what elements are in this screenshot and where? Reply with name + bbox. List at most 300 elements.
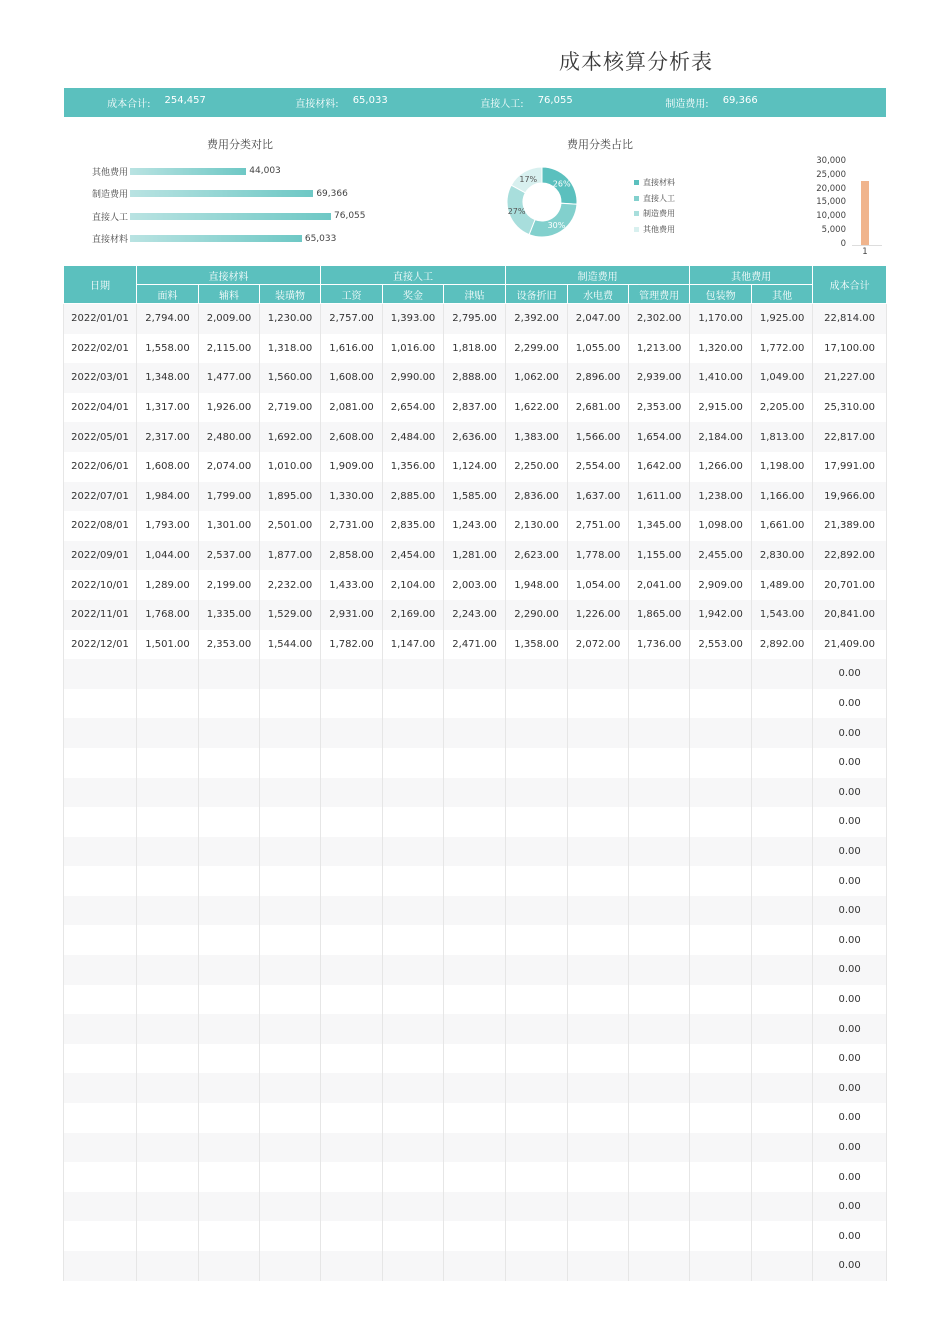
cell-value: 1,925.00 xyxy=(752,304,813,334)
cell-empty xyxy=(690,659,752,689)
cell-value: 1,768.00 xyxy=(137,600,199,630)
bar-row xyxy=(64,165,281,177)
cell-empty xyxy=(752,1044,813,1074)
table-row xyxy=(64,304,887,334)
cell-empty xyxy=(629,985,690,1015)
cell-value: 1,147.00 xyxy=(383,630,444,660)
cell-empty xyxy=(506,1073,568,1103)
cell-empty xyxy=(64,985,137,1015)
table-row xyxy=(64,541,887,571)
cell-empty xyxy=(383,985,444,1015)
cell-empty xyxy=(444,837,506,867)
table-row xyxy=(64,482,887,512)
cell-empty xyxy=(568,778,629,808)
cell-value: 1,330.00 xyxy=(321,482,383,512)
cell-empty xyxy=(64,866,137,896)
cell-value: 1,926.00 xyxy=(199,393,260,423)
cell-total: 17,991.00 xyxy=(813,452,887,482)
cell-total: 25,310.00 xyxy=(813,393,887,423)
cell-empty xyxy=(260,1221,321,1251)
cell-value: 1,622.00 xyxy=(506,393,568,423)
cell-empty xyxy=(568,1044,629,1074)
cell-value: 2,199.00 xyxy=(199,570,260,600)
cell-empty xyxy=(690,866,752,896)
cell-empty xyxy=(321,1044,383,1074)
cell-value: 1,818.00 xyxy=(444,334,506,364)
cell-empty xyxy=(629,1251,690,1281)
cell-empty xyxy=(629,866,690,896)
cell-value: 1,616.00 xyxy=(321,334,383,364)
cell-empty xyxy=(568,896,629,926)
cell-value: 2,243.00 xyxy=(444,600,506,630)
cell-value: 2,909.00 xyxy=(690,570,752,600)
cell-date: 2022/11/01 xyxy=(64,600,137,630)
bar-category-label: 直接材料 xyxy=(91,235,128,245)
cell-empty xyxy=(260,837,321,867)
header-sub: 工资 xyxy=(321,285,383,304)
header-sub: 包装物 xyxy=(690,285,752,304)
cell-empty xyxy=(260,985,321,1015)
cell-empty xyxy=(260,718,321,748)
cell-empty xyxy=(383,659,444,689)
cell-empty xyxy=(568,985,629,1015)
cell-empty xyxy=(64,1044,137,1074)
cell-empty xyxy=(260,778,321,808)
cell-empty xyxy=(321,866,383,896)
cell-empty xyxy=(260,955,321,985)
cell-empty xyxy=(199,1014,260,1044)
cell-value: 2,554.00 xyxy=(568,452,629,482)
cell-date: 2022/05/01 xyxy=(64,422,137,452)
cell-value: 2,081.00 xyxy=(321,393,383,423)
cell-date: 2022/09/01 xyxy=(64,541,137,571)
cell-empty xyxy=(690,1073,752,1103)
cell-date: 2022/12/01 xyxy=(64,630,137,660)
cell-empty xyxy=(752,896,813,926)
cell-value: 1,501.00 xyxy=(137,630,199,660)
cell-empty xyxy=(690,925,752,955)
mini-y-tick: 0 xyxy=(840,238,846,249)
cell-value: 2,795.00 xyxy=(444,304,506,334)
cell-value: 2,794.00 xyxy=(137,304,199,334)
header-group: 直接材料 xyxy=(137,266,321,285)
cell-total: 20,701.00 xyxy=(813,570,887,600)
cell-value: 1,166.00 xyxy=(752,482,813,512)
cell-value: 2,654.00 xyxy=(383,393,444,423)
cell-empty xyxy=(629,748,690,778)
cell-empty xyxy=(690,1044,752,1074)
cell-empty xyxy=(690,1133,752,1163)
cell-value: 1,877.00 xyxy=(260,541,321,571)
cell-value: 2,205.00 xyxy=(752,393,813,423)
bar-mark xyxy=(130,235,302,242)
cell-total: 0.00 xyxy=(813,1103,887,1133)
bar-category-label: 其他费用 xyxy=(91,167,128,178)
cell-total: 0.00 xyxy=(813,985,887,1015)
cell-empty xyxy=(444,807,506,837)
cell-value: 2,130.00 xyxy=(506,511,568,541)
cell-value: 1,543.00 xyxy=(752,600,813,630)
cell-value: 1,356.00 xyxy=(383,452,444,482)
cell-date: 2022/04/01 xyxy=(64,393,137,423)
cell-value: 1,544.00 xyxy=(260,630,321,660)
cell-value: 1,560.00 xyxy=(260,363,321,393)
cell-empty xyxy=(690,896,752,926)
cell-empty xyxy=(199,807,260,837)
cell-empty xyxy=(752,1103,813,1133)
cell-empty xyxy=(444,778,506,808)
cell-empty xyxy=(321,718,383,748)
table-row xyxy=(64,452,887,482)
cell-value: 2,751.00 xyxy=(568,511,629,541)
cell-empty xyxy=(506,748,568,778)
cell-value: 1,558.00 xyxy=(137,334,199,364)
cost-table xyxy=(63,265,887,1281)
cell-total: 21,409.00 xyxy=(813,630,887,660)
cell-value: 1,611.00 xyxy=(629,482,690,512)
cell-value: 2,480.00 xyxy=(199,422,260,452)
cell-empty xyxy=(629,1162,690,1192)
cell-total: 22,817.00 xyxy=(813,422,887,452)
cell-empty xyxy=(199,837,260,867)
cell-empty xyxy=(383,1044,444,1074)
header-sub: 装璜物 xyxy=(260,285,321,304)
cell-value: 1,793.00 xyxy=(137,511,199,541)
cell-empty xyxy=(321,1221,383,1251)
cell-empty xyxy=(752,1133,813,1163)
cell-empty xyxy=(321,1162,383,1192)
cell-empty xyxy=(444,896,506,926)
cell-value: 2,731.00 xyxy=(321,511,383,541)
table-row-empty xyxy=(64,718,887,748)
cell-empty xyxy=(321,955,383,985)
header-group: 制造费用 xyxy=(506,266,690,285)
table-row-empty xyxy=(64,1192,887,1222)
cell-empty xyxy=(64,1162,137,1192)
cell-empty xyxy=(260,659,321,689)
cell-value: 1,383.00 xyxy=(506,422,568,452)
cell-total: 0.00 xyxy=(813,1221,887,1251)
legend-label: 其他费用 xyxy=(643,224,675,234)
table-row xyxy=(64,334,887,364)
cell-empty xyxy=(64,689,137,719)
table-row xyxy=(64,422,887,452)
cell-empty xyxy=(752,866,813,896)
cell-empty xyxy=(137,778,199,808)
cell-value: 1,772.00 xyxy=(752,334,813,364)
mini-x-axis xyxy=(852,245,882,246)
cell-value: 2,892.00 xyxy=(752,630,813,660)
legend-item xyxy=(634,177,675,188)
cell-value: 2,835.00 xyxy=(383,511,444,541)
table-row-empty xyxy=(64,778,887,808)
mini-y-tick: 15,000 xyxy=(816,197,846,208)
cell-value: 1,230.00 xyxy=(260,304,321,334)
cell-empty xyxy=(444,748,506,778)
cell-total: 0.00 xyxy=(813,837,887,867)
table-row xyxy=(64,363,887,393)
cell-empty xyxy=(137,837,199,867)
cell-value: 1,477.00 xyxy=(199,363,260,393)
cell-value: 2,719.00 xyxy=(260,393,321,423)
cell-empty xyxy=(444,1192,506,1222)
cell-value: 2,501.00 xyxy=(260,511,321,541)
cell-empty xyxy=(506,1014,568,1044)
cell-empty xyxy=(629,1192,690,1222)
cell-empty xyxy=(690,807,752,837)
cell-empty xyxy=(629,1133,690,1163)
cell-empty xyxy=(260,1133,321,1163)
cell-total: 21,389.00 xyxy=(813,511,887,541)
cell-date: 2022/02/01 xyxy=(64,334,137,364)
bar-mark xyxy=(130,213,331,220)
cell-value: 2,455.00 xyxy=(690,541,752,571)
cell-empty xyxy=(64,925,137,955)
cell-empty xyxy=(260,1192,321,1222)
cell-empty xyxy=(506,955,568,985)
summary-manufacturing xyxy=(619,95,804,110)
bar-row xyxy=(64,233,336,245)
cell-value: 1,320.00 xyxy=(690,334,752,364)
cell-value: 2,939.00 xyxy=(629,363,690,393)
cell-total: 0.00 xyxy=(813,659,887,689)
cell-value: 1,433.00 xyxy=(321,570,383,600)
bar-row xyxy=(64,210,366,222)
donut-slice-label: 30% xyxy=(547,220,566,230)
cell-empty xyxy=(444,866,506,896)
cell-empty xyxy=(199,718,260,748)
cell-empty xyxy=(64,807,137,837)
cell-empty xyxy=(568,1073,629,1103)
bar-value-label: 65,033 xyxy=(304,233,337,244)
cell-total: 20,841.00 xyxy=(813,600,887,630)
cell-empty xyxy=(690,1103,752,1133)
cell-empty xyxy=(199,955,260,985)
cell-empty xyxy=(137,1162,199,1192)
cell-empty xyxy=(690,748,752,778)
cell-value: 2,232.00 xyxy=(260,570,321,600)
cell-value: 1,654.00 xyxy=(629,422,690,452)
bar-mark xyxy=(130,190,313,197)
cell-empty xyxy=(568,955,629,985)
cell-empty xyxy=(383,925,444,955)
cell-empty xyxy=(444,985,506,1015)
legend-item xyxy=(634,208,675,219)
cell-total: 21,227.00 xyxy=(813,363,887,393)
cell-empty xyxy=(64,718,137,748)
cell-empty xyxy=(321,925,383,955)
header-sub: 管理费用 xyxy=(629,285,690,304)
cell-empty xyxy=(690,955,752,985)
cell-value: 1,155.00 xyxy=(629,541,690,571)
table-row-empty xyxy=(64,1162,887,1192)
cell-empty xyxy=(260,1073,321,1103)
summary-direct-material xyxy=(249,95,434,110)
cell-empty xyxy=(506,659,568,689)
cell-empty xyxy=(321,807,383,837)
summary-value: 69,366 xyxy=(722,95,758,106)
cell-value: 1,054.00 xyxy=(568,570,629,600)
cell-value: 2,003.00 xyxy=(444,570,506,600)
table-row-empty xyxy=(64,1221,887,1251)
cell-empty xyxy=(629,659,690,689)
table-row xyxy=(64,600,887,630)
cell-empty xyxy=(64,955,137,985)
cell-empty xyxy=(752,778,813,808)
table-row xyxy=(64,511,887,541)
cell-empty xyxy=(383,689,444,719)
cell-empty xyxy=(568,1133,629,1163)
mini-y-tick: 30,000 xyxy=(816,156,846,166)
cell-empty xyxy=(568,659,629,689)
cell-date: 2022/03/01 xyxy=(64,363,137,393)
cell-empty xyxy=(64,837,137,867)
cell-empty xyxy=(506,896,568,926)
cell-empty xyxy=(629,1073,690,1103)
cell-total: 0.00 xyxy=(813,866,887,896)
cell-value: 2,074.00 xyxy=(199,452,260,482)
cell-value: 1,049.00 xyxy=(752,363,813,393)
cell-empty xyxy=(199,1251,260,1281)
cell-empty xyxy=(629,955,690,985)
header-sub: 设备折旧 xyxy=(506,285,568,304)
cell-empty xyxy=(444,1044,506,1074)
cell-empty xyxy=(260,1014,321,1044)
cell-empty xyxy=(629,807,690,837)
cell-value: 1,984.00 xyxy=(137,482,199,512)
legend-item xyxy=(634,193,675,204)
cell-empty xyxy=(444,1251,506,1281)
cell-empty xyxy=(137,1133,199,1163)
cell-empty xyxy=(752,718,813,748)
header-sub: 辅料 xyxy=(199,285,260,304)
cell-value: 2,471.00 xyxy=(444,630,506,660)
cell-value: 2,623.00 xyxy=(506,541,568,571)
legend-item xyxy=(634,224,675,235)
cell-total: 0.00 xyxy=(813,807,887,837)
cell-empty xyxy=(752,925,813,955)
cell-empty xyxy=(506,1251,568,1281)
cell-empty xyxy=(64,1251,137,1281)
cell-empty xyxy=(199,689,260,719)
cell-value: 2,104.00 xyxy=(383,570,444,600)
cell-total: 0.00 xyxy=(813,896,887,926)
mini-x-label: 1 xyxy=(862,246,868,257)
cell-value: 1,948.00 xyxy=(506,570,568,600)
cell-empty xyxy=(568,807,629,837)
cell-empty xyxy=(321,778,383,808)
cell-value: 1,909.00 xyxy=(321,452,383,482)
cell-empty xyxy=(383,748,444,778)
cell-value: 2,302.00 xyxy=(629,304,690,334)
cell-value: 1,799.00 xyxy=(199,482,260,512)
cell-empty xyxy=(629,837,690,867)
cell-value: 1,226.00 xyxy=(568,600,629,630)
cell-total: 0.00 xyxy=(813,955,887,985)
cell-value: 1,213.00 xyxy=(629,334,690,364)
cell-empty xyxy=(260,748,321,778)
cell-value: 1,289.00 xyxy=(137,570,199,600)
cell-empty xyxy=(321,1251,383,1281)
cell-empty xyxy=(568,837,629,867)
cell-value: 2,636.00 xyxy=(444,422,506,452)
cell-empty xyxy=(260,866,321,896)
table-row-empty xyxy=(64,837,887,867)
cell-empty xyxy=(137,1251,199,1281)
cell-empty xyxy=(444,925,506,955)
cell-total: 0.00 xyxy=(813,1014,887,1044)
cell-total: 17,100.00 xyxy=(813,334,887,364)
cell-value: 2,250.00 xyxy=(506,452,568,482)
cell-empty xyxy=(629,689,690,719)
cell-value: 1,782.00 xyxy=(321,630,383,660)
table-row xyxy=(64,570,887,600)
table-row-empty xyxy=(64,1014,887,1044)
cell-value: 1,637.00 xyxy=(568,482,629,512)
table-row-empty xyxy=(64,807,887,837)
bar-value-label: 76,055 xyxy=(334,211,366,221)
summary-label: 制造费用: xyxy=(665,99,709,110)
cell-empty xyxy=(568,925,629,955)
cell-total: 0.00 xyxy=(813,689,887,719)
cell-total: 19,966.00 xyxy=(813,482,887,512)
summary-total xyxy=(64,95,249,110)
cell-empty xyxy=(752,955,813,985)
cell-total: 22,892.00 xyxy=(813,541,887,571)
cell-empty xyxy=(506,1133,568,1163)
cell-empty xyxy=(199,1133,260,1163)
cell-empty xyxy=(629,718,690,748)
summary-value: 65,033 xyxy=(352,95,388,106)
summary-label: 直接人工: xyxy=(480,99,524,110)
cell-value: 2,041.00 xyxy=(629,570,690,600)
cell-empty xyxy=(506,1192,568,1222)
cell-empty xyxy=(260,1044,321,1074)
cell-value: 1,813.00 xyxy=(752,422,813,452)
cell-empty xyxy=(568,718,629,748)
header-sub: 其他 xyxy=(752,285,813,304)
cell-total: 0.00 xyxy=(813,748,887,778)
cell-empty xyxy=(321,1192,383,1222)
cell-value: 2,454.00 xyxy=(383,541,444,571)
cell-empty xyxy=(383,1162,444,1192)
legend-swatch xyxy=(634,211,639,216)
cell-date: 2022/01/01 xyxy=(64,304,137,334)
cell-date: 2022/06/01 xyxy=(64,452,137,482)
cell-empty xyxy=(444,718,506,748)
cell-empty xyxy=(260,1103,321,1133)
cell-empty xyxy=(690,1251,752,1281)
cell-empty xyxy=(321,659,383,689)
cell-empty xyxy=(199,925,260,955)
cell-empty xyxy=(568,1103,629,1133)
cell-empty xyxy=(260,1162,321,1192)
cell-empty xyxy=(137,1014,199,1044)
cell-empty xyxy=(383,1073,444,1103)
cell-empty xyxy=(321,1073,383,1103)
cell-value: 1,489.00 xyxy=(752,570,813,600)
cell-empty xyxy=(137,1044,199,1074)
cell-date: 2022/10/01 xyxy=(64,570,137,600)
header-total: 成本合计 xyxy=(813,266,887,304)
cell-empty xyxy=(199,866,260,896)
cell-empty xyxy=(506,837,568,867)
cell-empty xyxy=(199,659,260,689)
cell-empty xyxy=(321,896,383,926)
cell-value: 1,238.00 xyxy=(690,482,752,512)
cell-empty xyxy=(199,1073,260,1103)
mini-y-tick: 5,000 xyxy=(821,225,846,235)
